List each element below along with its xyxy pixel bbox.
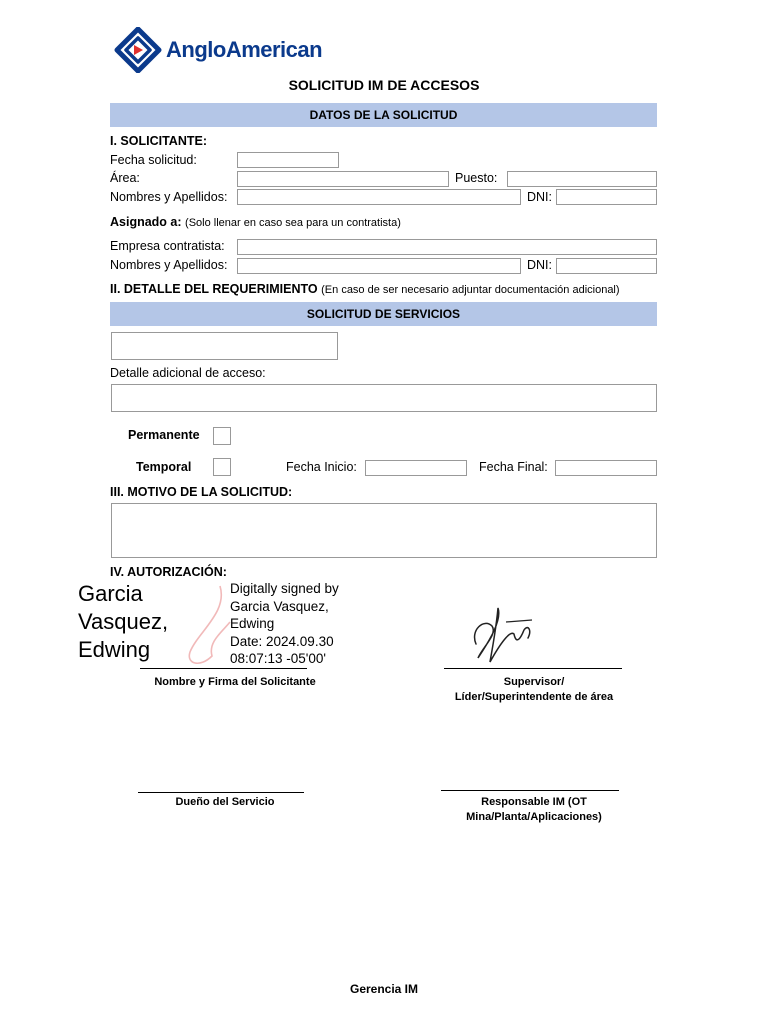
empresa-field[interactable] — [237, 239, 657, 255]
puesto-label: Puesto: — [455, 171, 498, 185]
digital-signature-text — [230, 580, 339, 668]
asignado-heading: Asignado a: — [110, 215, 182, 229]
supervisor-handwritten-signature — [462, 600, 542, 670]
page-title: SOLICITUD IM DE ACCESOS — [288, 77, 480, 93]
fecha-solicitud-label: Fecha solicitud: — [110, 153, 197, 167]
detalle-heading-row — [110, 282, 620, 296]
contratista-nombres-label: Nombres y Apellidos: — [110, 258, 228, 272]
fecha-solicitud-field[interactable] — [237, 152, 339, 168]
empresa-label: Empresa contratista: — [110, 239, 225, 253]
detalle-adicional-label: Detalle adicional de acceso: — [110, 366, 266, 380]
detalle-adicional-field[interactable] — [111, 384, 657, 412]
dni-field[interactable] — [556, 189, 657, 205]
permanente-label: Permanente — [128, 428, 200, 442]
dni-label: DNI: — [527, 190, 552, 204]
supervisor-signature-line — [444, 668, 622, 669]
anglo-american-logo — [113, 27, 333, 73]
solicitante-caption: Nombre y Firma del Solicitante — [154, 676, 316, 688]
area-label: Área: — [110, 171, 140, 185]
supervisor-caption-line-2: Líder/Superintendente de área — [454, 691, 614, 703]
contratista-dni-label: DNI: — [527, 258, 552, 272]
detalle-heading: II. DETALLE DEL REQUERIMIENTO — [110, 282, 318, 296]
section-band-servicios: SOLICITUD DE SERVICIOS — [110, 302, 657, 326]
fecha-final-field[interactable] — [555, 460, 657, 476]
motivo-field[interactable] — [111, 503, 657, 558]
section-heading-solicitante: I. SOLICITANTE: — [110, 134, 207, 148]
signer-name — [78, 580, 168, 664]
detalle-note: (En caso de ser necesario adjuntar documentación adicional) — [321, 284, 620, 296]
responsable-signature-line — [441, 790, 619, 791]
asignado-note: (Solo llenar en caso sea para un contratista) — [185, 217, 401, 229]
fecha-inicio-label: Fecha Inicio: — [286, 460, 357, 474]
fecha-final-label: Fecha Final: — [479, 460, 548, 474]
digital-line-4: Date: 2024.09.30 — [230, 633, 334, 649]
puesto-field[interactable] — [507, 171, 657, 187]
digital-signature-block — [78, 580, 368, 670]
brand-name: AngloAmerican — [166, 37, 323, 62]
anglo-american-logo-mark — [113, 27, 163, 73]
nombres-field[interactable] — [237, 189, 521, 205]
digital-line-3: Edwing — [230, 616, 275, 631]
responsable-caption — [420, 795, 648, 825]
temporal-checkbox[interactable] — [213, 458, 231, 476]
contratista-nombres-field[interactable] — [237, 258, 521, 274]
contratista-dni-field[interactable] — [556, 258, 657, 274]
supervisor-caption-line-1: Supervisor/ — [503, 676, 565, 688]
responsable-caption-line-1: Responsable IM (OT — [481, 796, 587, 808]
temporal-label: Temporal — [136, 460, 192, 474]
asignado-heading-row — [110, 215, 401, 229]
digital-line-2: Garcia Vasquez, — [230, 598, 329, 614]
solicitante-signature-line — [140, 668, 307, 669]
dueno-signature-line — [138, 792, 304, 793]
nombres-label: Nombres y Apellidos: — [110, 190, 228, 204]
supervisor-caption — [420, 675, 648, 705]
signer-name-line-2: Vasquez, — [78, 609, 169, 634]
digital-signature-flourish — [178, 582, 238, 670]
motivo-heading: III. MOTIVO DE LA SOLICITUD: — [110, 485, 293, 499]
fecha-inicio-field[interactable] — [365, 460, 467, 476]
permanente-checkbox[interactable] — [213, 427, 231, 445]
footer-text: Gerencia IM — [349, 982, 419, 996]
section-band-datos: DATOS DE LA SOLICITUD — [110, 103, 657, 127]
digital-line-1: Digitally signed by — [230, 581, 339, 596]
signer-name-line-1: Garcia — [78, 581, 143, 606]
servicio-field[interactable] — [111, 332, 338, 360]
autorizacion-heading: IV. AUTORIZACIÓN: — [110, 565, 227, 579]
area-field[interactable] — [237, 171, 449, 187]
dueno-caption: Dueño del Servicio — [175, 796, 275, 808]
digital-line-5: 08:07:13 -05'00' — [230, 651, 326, 666]
signer-name-line-3: Edwing — [78, 637, 151, 662]
responsable-caption-line-2: Mina/Planta/Aplicaciones) — [466, 811, 602, 823]
